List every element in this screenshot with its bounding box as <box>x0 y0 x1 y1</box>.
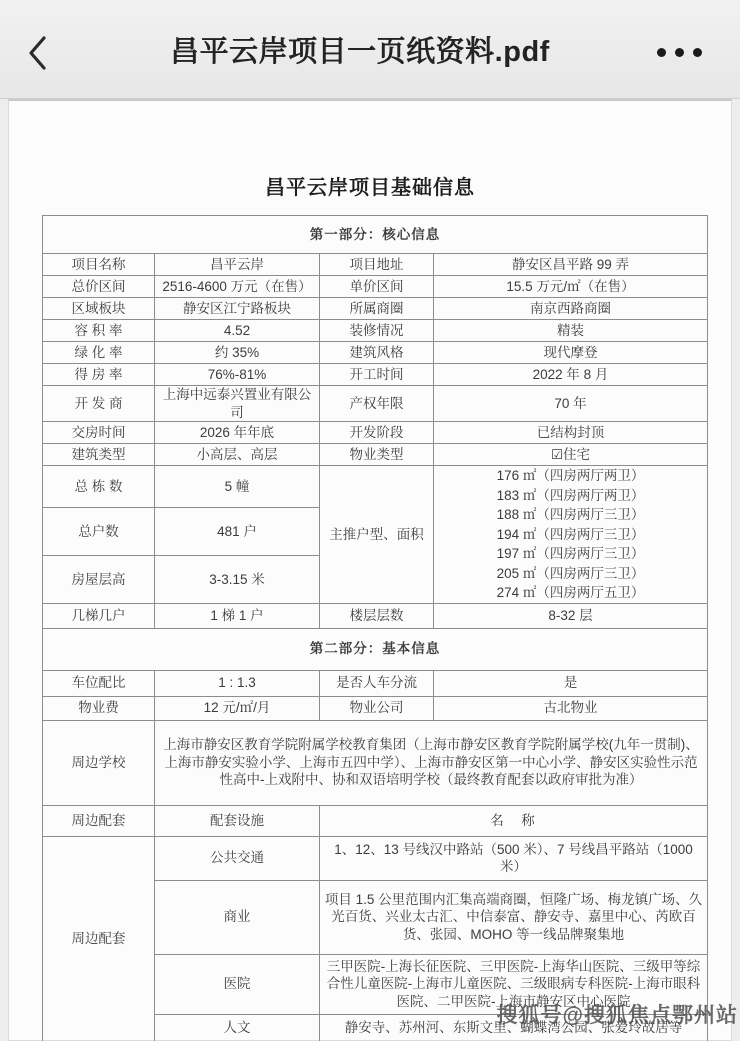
table-row <box>43 298 708 320</box>
row-value: 2516-4600 万元（在售） <box>155 276 320 298</box>
facility-label: 人文 <box>155 1014 320 1041</box>
section1-header-row <box>43 216 708 254</box>
row-value: 15.5 万元/㎡（在售） <box>434 276 708 298</box>
row-label: 开工时间 <box>320 364 434 386</box>
row-value: 上海中远泰兴置业有限公司 <box>155 386 320 422</box>
row-label: 开发阶段 <box>320 422 434 444</box>
row-label: 总 栋 数 <box>43 466 155 508</box>
table-row <box>43 603 708 628</box>
table-row <box>43 466 708 508</box>
row-label: 开 发 商 <box>43 386 155 422</box>
row-value: 古北物业 <box>434 696 708 720</box>
more-menu-button[interactable] <box>636 38 702 66</box>
row-label: 周边配套 <box>43 805 155 836</box>
table-row <box>43 422 708 444</box>
row-label: 交房时间 <box>43 422 155 444</box>
row-label: 装修情况 <box>320 320 434 342</box>
row-value: 小高层、高层 <box>155 444 320 466</box>
ellipsis-icon <box>693 48 702 57</box>
facility-row <box>43 836 708 880</box>
row-label: 楼层层数 <box>320 603 434 628</box>
column-header: 配套设施 <box>155 805 320 836</box>
row-label: 容 积 率 <box>43 320 155 342</box>
table-row <box>43 444 708 466</box>
schools-row <box>43 720 708 805</box>
unit-types-list <box>434 466 708 604</box>
row-label: 总户数 <box>43 508 155 556</box>
row-label: 是否人车分流 <box>320 670 434 696</box>
row-value: 已结构封顶 <box>434 422 708 444</box>
table-row <box>43 320 708 342</box>
unit-type-item: 274 ㎡（四房两厅五卫） <box>496 585 645 601</box>
unit-type-item: 194 ㎡（四房两厅三卫） <box>496 526 645 542</box>
row-value: 5 幢 <box>155 466 320 508</box>
facility-label: 公共交通 <box>155 836 320 880</box>
row-label: 项目地址 <box>320 254 434 276</box>
row-value: 静安区江宁路板块 <box>155 298 320 320</box>
section1-heading: 第一部分：核心信息 <box>43 216 708 254</box>
row-value: 4.52 <box>155 320 320 342</box>
row-label: 物业公司 <box>320 696 434 720</box>
row-label: 房屋层高 <box>43 556 155 603</box>
row-label: 几梯几户 <box>43 603 155 628</box>
file-title: 昌平云岸项目一页纸资料.pdf <box>170 36 550 68</box>
row-value: 2026 年年底 <box>155 422 320 444</box>
ellipsis-icon <box>657 48 666 57</box>
row-label: 项目名称 <box>43 254 155 276</box>
facility-label: 医院 <box>155 954 320 1014</box>
unit-type-item: 176 ㎡（四房两厅两卫） <box>496 468 645 484</box>
facility-text: 1、12、13 号线汉中路站（500 米）、7 号线昌平路站（1000 米） <box>320 836 708 880</box>
row-value: 481 户 <box>155 508 320 556</box>
table-row <box>43 696 708 720</box>
row-label: 区域板块 <box>43 298 155 320</box>
section2-heading: 第二部分：基本信息 <box>43 628 708 670</box>
app-header <box>0 0 740 99</box>
row-value: 南京西路商圈 <box>434 298 708 320</box>
row-label: 产权年限 <box>320 386 434 422</box>
row-label: 绿 化 率 <box>43 342 155 364</box>
row-value: 静安区昌平路 99 弄 <box>434 254 708 276</box>
row-value: 3-3.15 米 <box>155 556 320 603</box>
row-value: 70 年 <box>434 386 708 422</box>
facilities-header-row <box>43 805 708 836</box>
row-label: 得 房 率 <box>43 364 155 386</box>
unit-type-item: 188 ㎡（四房两厅三卫） <box>496 507 645 523</box>
unit-type-item: 197 ㎡（四房两厅三卫） <box>496 546 645 562</box>
row-value: 昌平云岸 <box>155 254 320 276</box>
facility-label: 商业 <box>155 880 320 954</box>
unit-types-label: 主推户型、面积 <box>320 466 434 604</box>
facility-text: 项目 1.5 公里范围内汇集高端商圈，恒隆广场、梅龙镇广场、久光百货、兴业太古汇、中信泰富、静安寺、嘉里中心、芮欧百货、张园、MOHO 等一线品牌聚集地 <box>320 880 708 954</box>
table-row <box>43 276 708 298</box>
row-value: 约 35% <box>155 342 320 364</box>
row-value: ☑住宅 <box>434 444 708 466</box>
table-row <box>43 342 708 364</box>
row-value: 精装 <box>434 320 708 342</box>
back-button[interactable] <box>28 33 68 73</box>
column-header: 名 称 <box>320 805 708 836</box>
row-value: 是 <box>434 670 708 696</box>
row-value: 2022 年 8 月 <box>434 364 708 386</box>
row-label: 周边学校 <box>43 720 155 805</box>
pdf-page <box>8 99 732 1041</box>
row-label: 建筑类型 <box>43 444 155 466</box>
row-value: 现代摩登 <box>434 342 708 364</box>
row-value: 76%-81% <box>155 364 320 386</box>
unit-type-item: 183 ㎡（四房两厅两卫） <box>496 487 645 503</box>
row-label: 建筑风格 <box>320 342 434 364</box>
ellipsis-icon <box>675 48 684 57</box>
row-label: 总价区间 <box>43 276 155 298</box>
table-row <box>43 386 708 422</box>
section2-header-row <box>43 628 708 670</box>
row-value: 12 元/㎡/月 <box>155 696 320 720</box>
table-row <box>43 670 708 696</box>
row-label: 物业类型 <box>320 444 434 466</box>
back-chevron-icon <box>28 35 47 71</box>
table-row <box>43 254 708 276</box>
row-label: 物业费 <box>43 696 155 720</box>
row-label: 周边配套 <box>43 836 155 1041</box>
facility-text: 三甲医院-上海长征医院、三甲医院-上海华山医院、三级甲等综合性儿童医院-上海市儿童医院、三级眼病专科医院-上海市眼科医院、二甲医院-上海市静安区中心医院 <box>320 954 708 1014</box>
row-value: 8-32 层 <box>434 603 708 628</box>
table-row <box>43 364 708 386</box>
watermark: 搜狐号@搜狐焦点鄂州站 <box>496 1004 738 1027</box>
document-title: 昌平云岸项目基础信息 <box>265 177 475 199</box>
unit-type-item: 205 ㎡（四房两厅三卫） <box>496 565 645 581</box>
row-label: 单价区间 <box>320 276 434 298</box>
project-info-table <box>42 215 708 1041</box>
facility-text: 静安寺、苏州河、东斯文里、蝴蝶湾公园、张爱玲故居等 <box>320 1014 708 1041</box>
row-label: 车位配比 <box>43 670 155 696</box>
row-value: 1 : 1.3 <box>155 670 320 696</box>
row-label: 所属商圈 <box>320 298 434 320</box>
row-value: 1 梯 1 户 <box>155 603 320 628</box>
schools-text: 上海市静安区教育学院附属学校教育集团（上海市静安区教育学院附属学校(九年一贯制)、上海市静安实验小学、上海市五四中学）、上海市静安区第一中心小学、静安区实验性示范性高中-上戏附中、协和双语培明学校（最终教育配套以政府审批为准） <box>155 720 708 805</box>
